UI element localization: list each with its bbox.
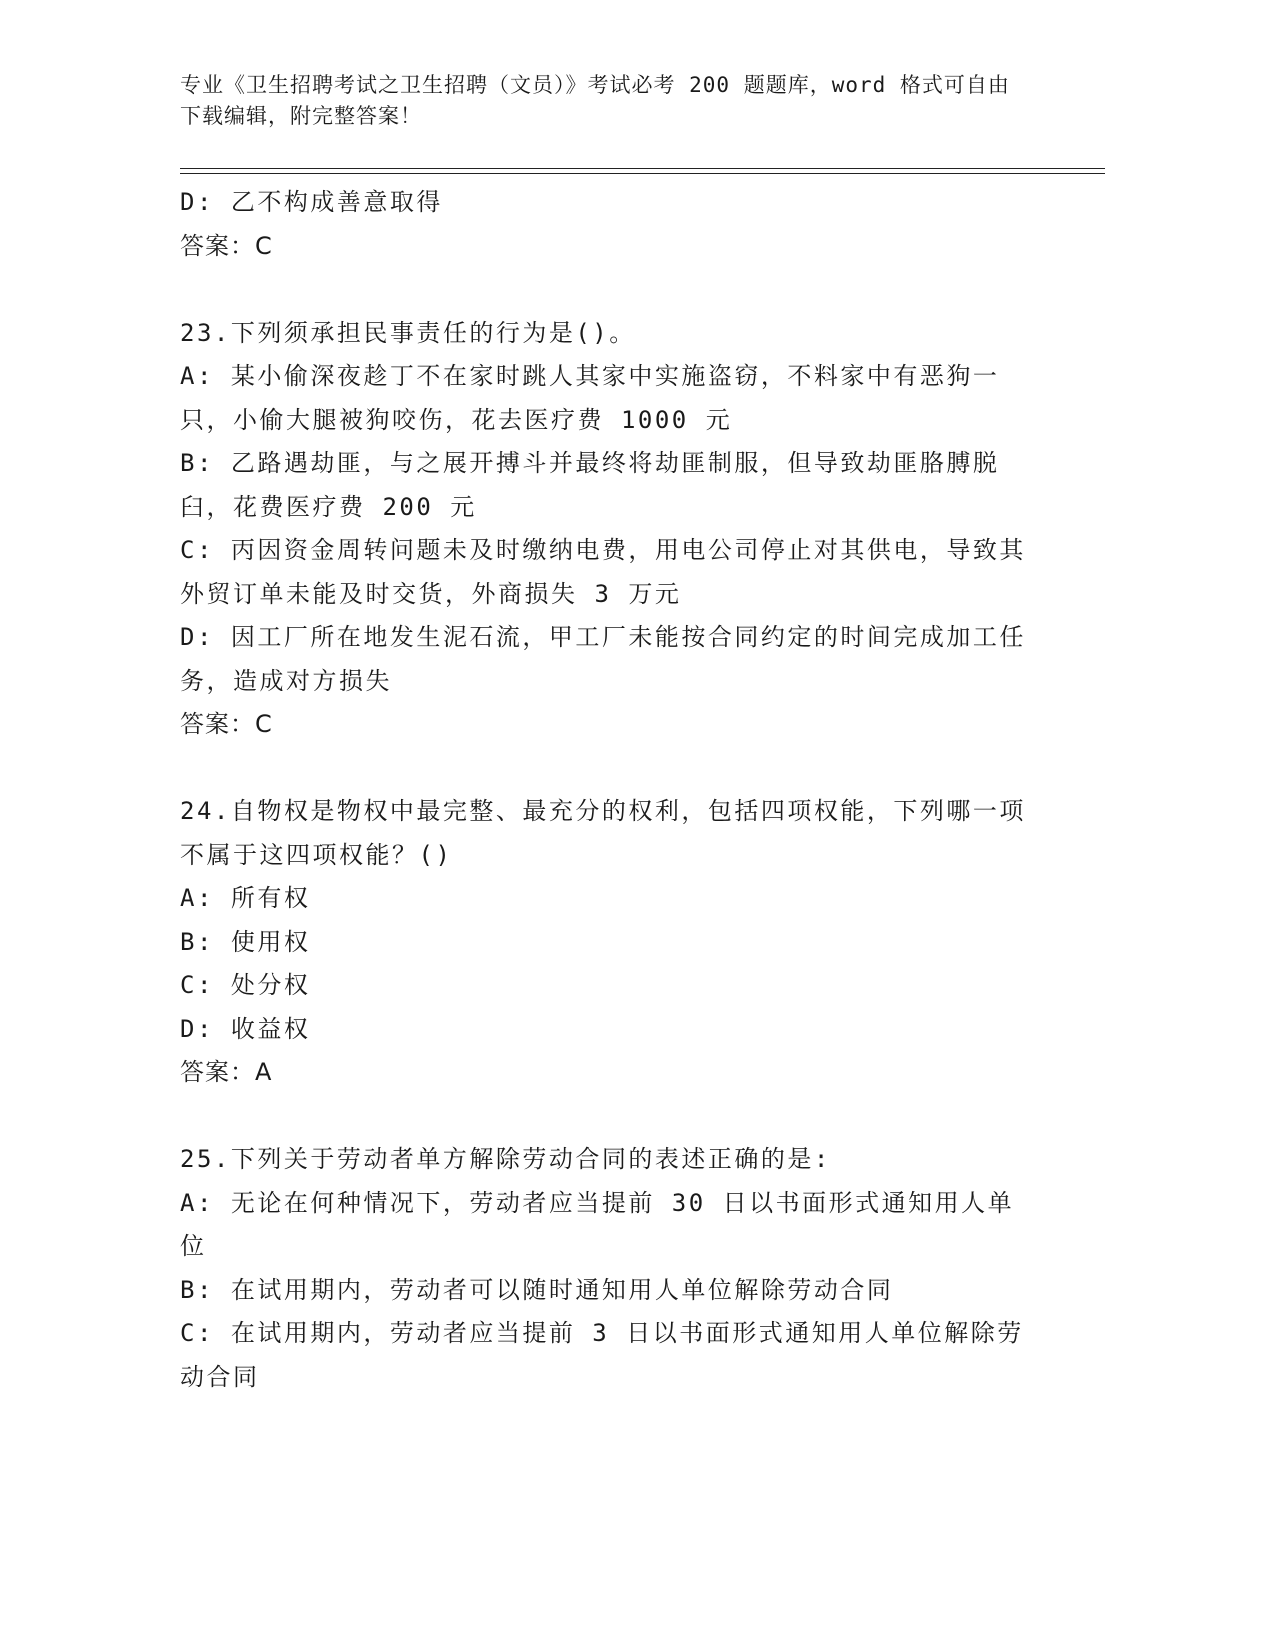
q23-option-b: B: 乙路遇劫匪，与之展开搏斗并最终将劫匪制服，但导致劫匪胳膊脱臼，花费医疗费 200 元 [180,449,1000,521]
q23-option-a: A: 某小偷深夜趁丁不在家时跳人其家中实施盗窃，不料家中有恶狗一只，小偷大腿被狗咬伤，花去医疗费 1000 元 [180,362,1000,434]
question-content [180,181,1040,1399]
q25-stem: 25.下列关于劳动者单方解除劳动合同的表述正确的是: [180,1145,831,1173]
q25-option-c: C: 在试用期内，劳动者应当提前 3 日以书面形式通知用人单位解除劳动合同 [180,1319,1024,1391]
q24-option-a: A: 所有权 [180,884,311,912]
header-rule-top [180,168,1105,169]
q24-option-c: C: 处分权 [180,971,311,999]
spacer [180,747,1040,791]
q23-option-c: C: 丙因资金周转问题未及时缴纳电费，用电公司停止对其供电，导致其外贸订单未能及时交货，外商损失 3 万元 [180,536,1026,608]
spacer [180,268,1040,312]
page-header: 专业《卫生招聘考试之卫生招聘（文员）》考试必考 200 题题库，word 格式可自由下载编辑，附完整答案！ [180,73,1010,128]
prev-answer: 答案：C [180,231,273,260]
header-rule-bottom [180,173,1105,174]
q24-option-d: D: 收益权 [180,1014,311,1043]
q24-answer: 答案：A [180,1058,273,1086]
q25-option-a: A: 无论在何种情况下，劳动者应当提前 30 日以书面形式通知用人单位 [180,1188,1015,1260]
q24-stem: 24.自物权是物权中最完整、最充分的权利，包括四项权能，下列哪一项不属于这四项权能？() [180,797,1026,869]
q25-option-b: B: 在试用期内，劳动者可以随时通知用人单位解除劳动合同 [180,1275,894,1304]
spacer [180,1095,1040,1139]
q23-stem: 23.下列须承担民事责任的行为是()。 [180,318,636,347]
q23-answer: 答案：C [180,710,273,738]
q24-option-b: B: 使用权 [180,927,311,956]
prev-option-d: D: 乙不构成善意取得 [180,188,443,216]
q23-option-d: D: 因工厂所在地发生泥石流，甲工厂未能按合同约定的时间完成加工任务，造成对方损失 [180,623,1026,695]
